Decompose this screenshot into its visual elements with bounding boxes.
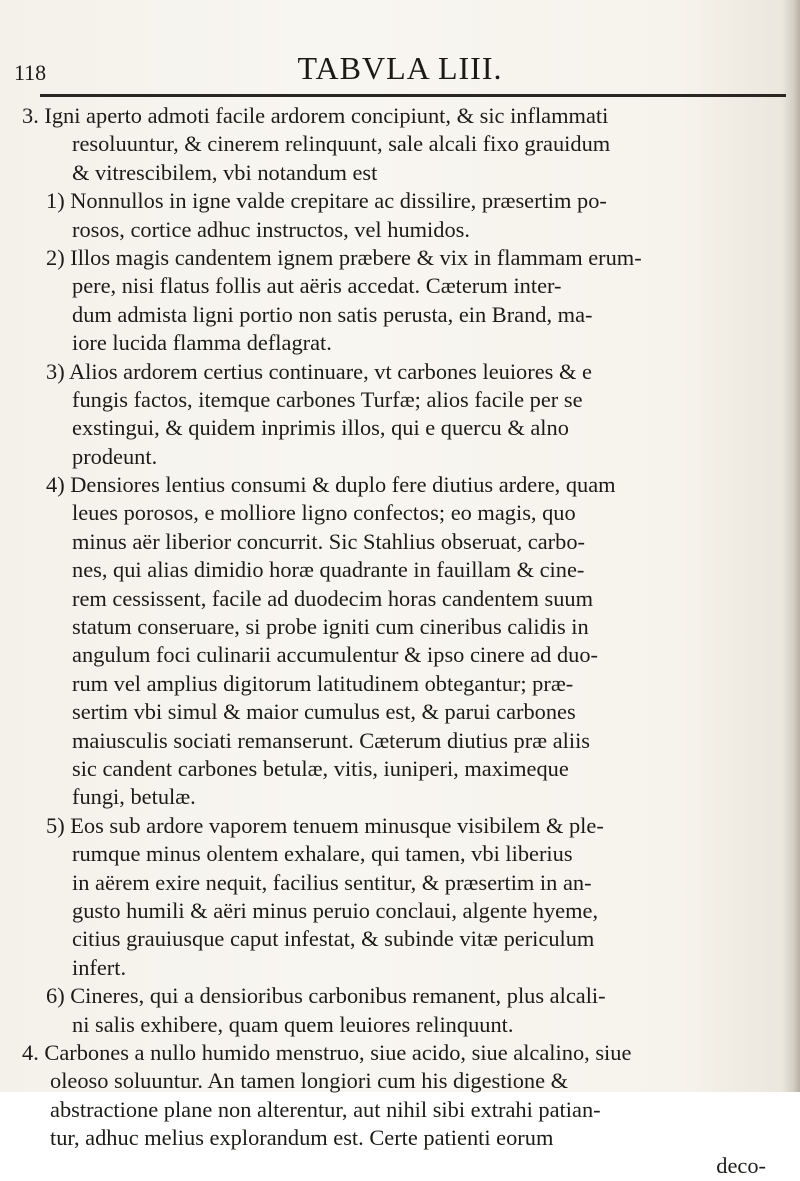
text-line: citius grauiusque caput infestat, & subinde vitæ periculum <box>72 926 595 952</box>
text-line: rosos, cortice adhuc instructos, vel humidos. <box>72 216 470 242</box>
text-line: abstractione plane non alterentur, aut nihil sibi extrahi patian- <box>50 1096 601 1122</box>
text-line: 5) Eos sub ardore vaporem tenuem minusque visibilem & ple- <box>46 812 604 838</box>
text-line: tur, adhuc melius explorandum est. Certe patienti eorum <box>50 1125 554 1151</box>
text-line: maiusculis sociati remanserunt. Cæterum diutius præ aliis <box>72 727 591 753</box>
text-line: infert. <box>72 954 127 980</box>
text-line: iore lucida flamma deflagrat. <box>72 330 332 356</box>
text-line: resoluuntur, & cinerem relinquunt, sale alcali fixo grauidum <box>72 131 611 157</box>
text-line: 3. Igni aperto admoti facile ardorem concipiunt, & sic inflammati <box>22 103 609 128</box>
body-text <box>22 102 788 1181</box>
text-line: sic candent carbones betulæ, vitis, iuniperi, maximeque <box>72 755 569 781</box>
header-rule <box>40 94 786 97</box>
text-line: 3) Alios ardorem certius continuare, vt carbones leuiores & e <box>46 358 592 384</box>
text-line: ni salis exhibere, quam quem leuiores relinquunt. <box>72 1011 514 1037</box>
text-line: dum admista ligni portio non satis perusta, ein Brand, ma- <box>72 301 593 327</box>
text-line: leues porosos, e molliore ligno confectos; eo magis, quo <box>72 500 576 526</box>
text-line: & vitrescibilem, vbi notandum est <box>72 159 378 185</box>
running-head: TABVLA LIII. <box>297 50 503 86</box>
text-line: 4. Carbones a nullo humido menstruo, siue acido, siue alcalino, siue <box>22 1039 632 1065</box>
text-line: exstingui, & quidem inprimis illos, qui e quercu & alno <box>72 415 569 441</box>
text-line: sertim vbi simul & maior cumulus est, & parui carbones <box>72 699 576 725</box>
text-line: rumque minus olentem exhalare, qui tamen, vbi liberius <box>72 841 573 867</box>
text-line: gusto humili & aëri minus peruio conclaui, algente hyeme, <box>72 897 599 923</box>
text-line: rem cessissent, facile ad duodecim horas candentem suum <box>72 585 594 611</box>
text-line: nes, qui alias dimidio horæ quadrante in fauillam & cine- <box>72 557 585 583</box>
text-line: 4) Densiores lentius consumi & duplo fere diutius ardere, quam <box>46 472 616 498</box>
text-line: 6) Cineres, qui a densioribus carbonibus remanent, plus alcali- <box>46 983 606 1009</box>
page-header <box>0 0 800 90</box>
text-line: in aërem exire nequit, facilius sentitur, & præsertim in an- <box>72 869 592 895</box>
text-line: fungi, betulæ. <box>72 784 196 810</box>
text-line: fungis factos, itemque carbones Turfæ; alios facile per se <box>72 386 583 412</box>
text-line: minus aër liberior concurrit. Sic Stahlius obseruat, carbo- <box>72 528 585 554</box>
text-line: pere, nisi flatus follis aut aëris accedat. Cæterum inter- <box>72 273 562 299</box>
text-line: statum conseruare, si probe igniti cum cineribus calidis in <box>72 614 589 640</box>
catchword: deco- <box>716 1153 766 1179</box>
text-line: angulum foci culinarii accumulentur & ipso cinere ad duo- <box>72 642 599 668</box>
text-line: rum vel amplius digitorum latitudinem obtegantur; præ- <box>72 670 574 696</box>
text-line: oleoso soluuntur. An tamen longiori cum his digestione & <box>50 1068 569 1094</box>
text-line: prodeunt. <box>72 443 158 469</box>
text-line: 1) Nonnullos in igne valde crepitare ac dissilire, præsertim po- <box>46 188 607 214</box>
page-number: 118 <box>14 60 47 85</box>
text-line: 2) Illos magis candentem ignem præbere & vix in flammam erum- <box>46 244 642 270</box>
